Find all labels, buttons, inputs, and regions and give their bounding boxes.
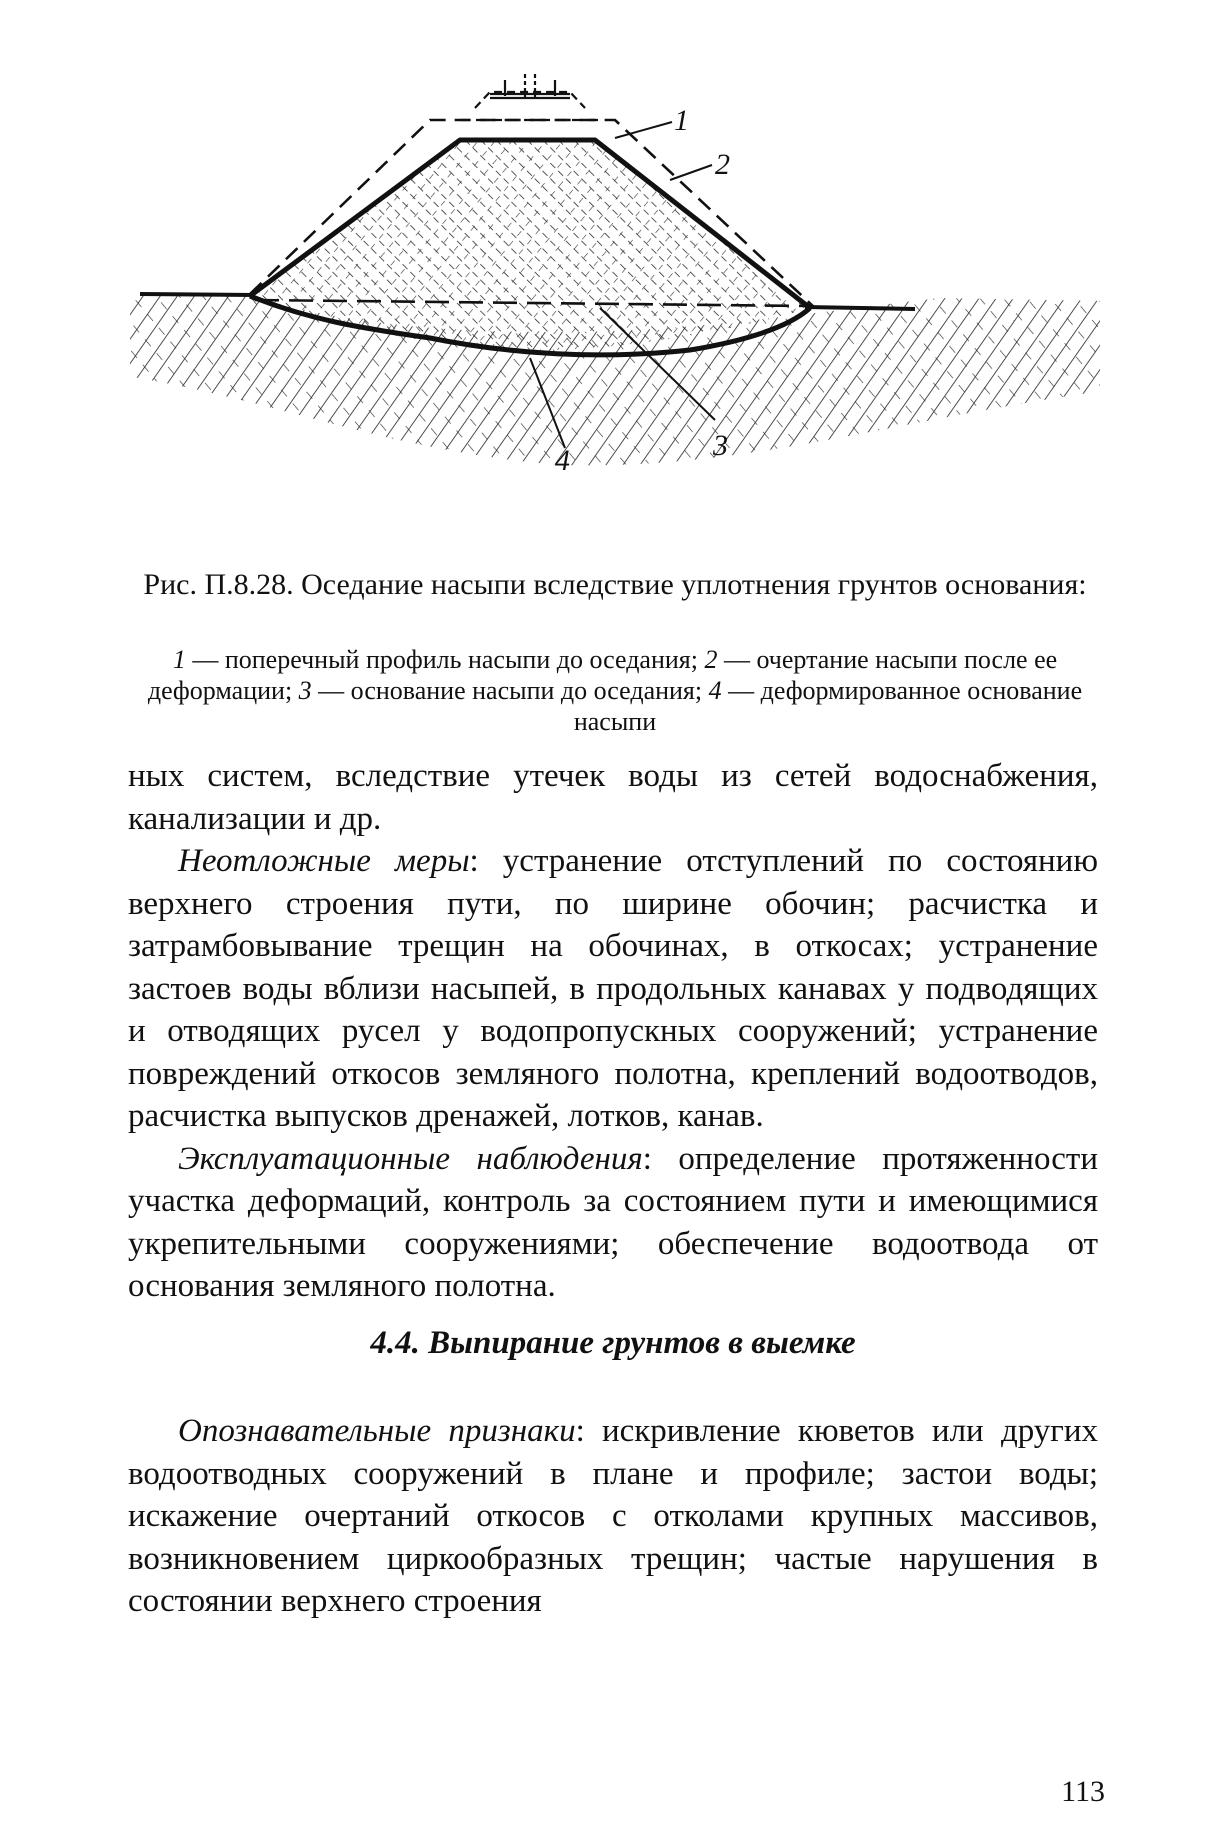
legend-text-3: — основание насыпи до оседания; bbox=[311, 676, 709, 705]
figure-caption-title: Рис. П.8.28. Оседание насыпи вследствие уплотнения грунтов основания: bbox=[143, 568, 1087, 601]
body-text bbox=[128, 755, 1098, 1623]
paragraph-3 bbox=[128, 1138, 1098, 1308]
paragraph-4 bbox=[128, 1410, 1098, 1623]
term-urgent-measures: Неотложные меры bbox=[178, 843, 470, 879]
page-number: 113 bbox=[1061, 1775, 1105, 1808]
legend-text-2: — очертание насыпи после ее деформации; bbox=[147, 645, 1058, 705]
figure-label-2: 2 bbox=[715, 148, 730, 181]
section-heading: 4.4. Выпирание грунтов в выемке bbox=[370, 1324, 856, 1361]
paragraph-3-text: : определение протяженности участка деформаций, контроль за состоянием пути и имеющимися укрепительными сооружениями; обеспечение водоотвода от основания земляного полотна. bbox=[128, 1140, 1098, 1304]
legend-text-1: — поперечный профиль насыпи до оседания; bbox=[185, 645, 705, 674]
legend-num-4: 4 bbox=[708, 676, 722, 705]
track-structure bbox=[460, 74, 600, 120]
legend-text-4: — деформированное основание насыпи bbox=[573, 676, 1083, 736]
figure-caption-legend bbox=[120, 644, 1110, 737]
paragraph-2 bbox=[128, 840, 1098, 1138]
figure-label-1: 1 bbox=[674, 104, 689, 137]
legend-num-1: 1 bbox=[172, 645, 186, 674]
legend-num-2: 2 bbox=[704, 645, 718, 674]
embankment-settlement-figure bbox=[130, 70, 1100, 540]
term-identifying-signs: Опознавательные признаки bbox=[178, 1413, 576, 1449]
term-operational-observations: Эксплуатационные наблюдения bbox=[178, 1140, 643, 1177]
paragraph-4-text: : искривление кюветов или других водоотводных сооружений в плане и профиле; застои воды; искажение очертаний откосов с отколами крупных массивов, возникновением циркообразных трещин; частые нарушения в состоянии верхнего строения bbox=[128, 1413, 1098, 1619]
figure-label-3: 3 bbox=[713, 429, 728, 462]
paragraph-1: ных систем, вследствие утечек воды из сетей водоснабжения, канализации и др. bbox=[128, 758, 1098, 837]
legend-num-3: 3 bbox=[298, 676, 312, 705]
paragraph-2-text: : устранение отступлений по состоянию верхнего строения пути, по ширине обочин; расчистка и затрамбовывание трещин на обочинах, в откосах; устранение застоев воды вблизи насыпей, в продольных канавах у подводящих и отводящих русел у водопропускных сооружений; устранение повреждений откосов земляного полотна, креплений водоотводов, расчистка выпусков дренажей, лотков, канав. bbox=[128, 843, 1098, 1134]
figure-label-4: 4 bbox=[555, 444, 570, 477]
